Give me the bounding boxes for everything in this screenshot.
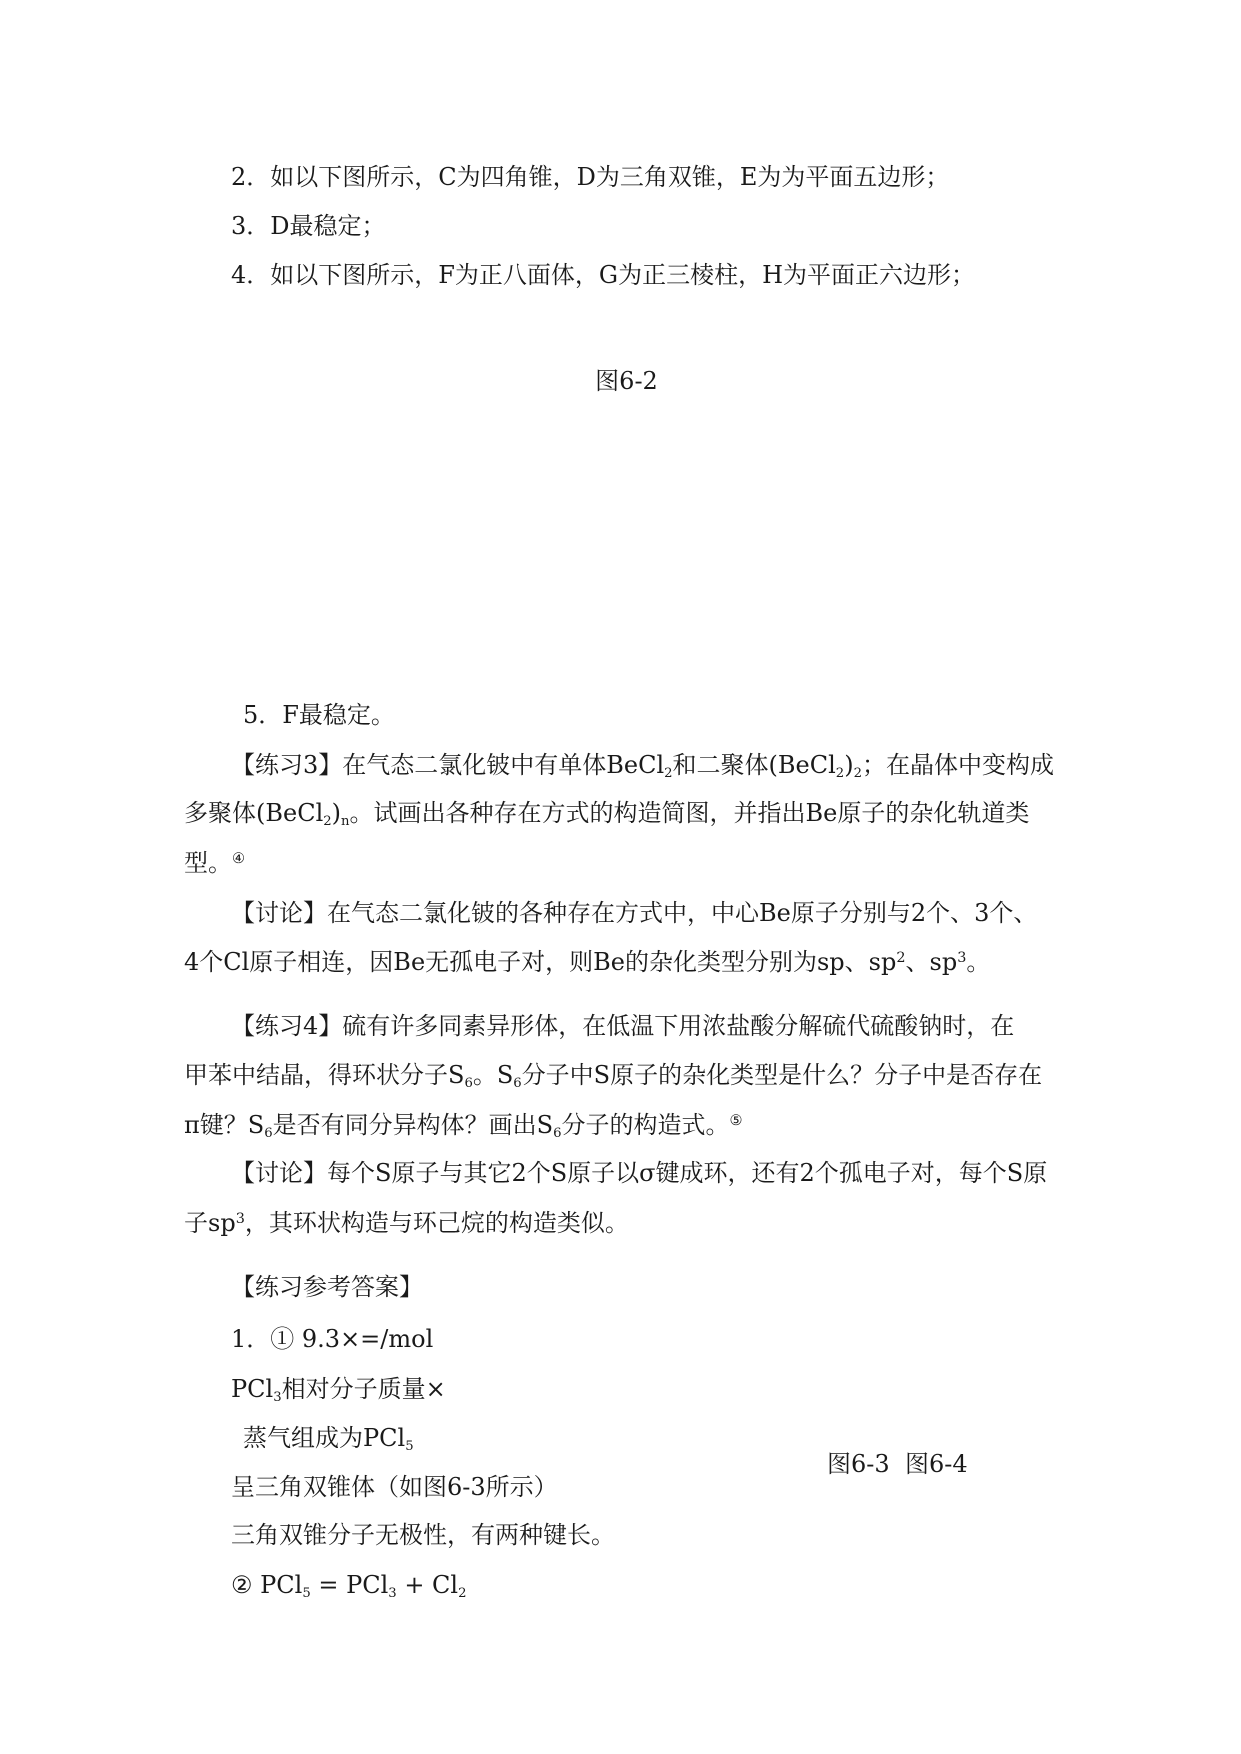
exercise-4-discussion-line <box>184 1208 629 1238</box>
answer-item-4: 4．如以下图所示，F为正八面体，G为正三棱柱，H为平面正六边形； <box>231 261 976 289</box>
text-run: 分子的构造式。 <box>561 1111 730 1139</box>
subscript: 5 <box>302 1585 311 1601</box>
reference-answer-line: 1．① 9.3×=/mol <box>231 1325 434 1353</box>
text-run: 【练习3】在气态二氯化铍中有单体BeCl <box>231 751 665 779</box>
subscript: 3 <box>273 1389 282 1405</box>
exercise-4-discussion-line: 【讨论】每个S原子与其它2个S原子以σ键成环，还有2个孤电子对，每个S原 <box>231 1159 1048 1187</box>
exercise-3-question-line <box>184 798 1029 828</box>
text-run: 子sp <box>184 1209 236 1237</box>
subscript: 2 <box>323 813 332 829</box>
subscript: 5 <box>405 1438 414 1454</box>
text-run: 。S <box>472 1061 514 1089</box>
subscript: n <box>341 813 350 829</box>
text-run: ② PCl <box>231 1571 303 1599</box>
reference-answer-line <box>231 1570 466 1600</box>
text-run: 和二聚体(BeCl <box>672 751 836 779</box>
subscript: 6 <box>464 1075 473 1091</box>
superscript: 3 <box>235 1211 245 1228</box>
text-run: 蒸气组成为PCl <box>243 1424 406 1452</box>
answer-item-5: 5．F最稳定。 <box>243 701 395 729</box>
exercise-4-question-line: 【练习4】硫有许多同素异形体，在低温下用浓盐酸分解硫代硫酸钠时，在 <box>231 1012 1015 1040</box>
text-run: PCl <box>231 1375 274 1403</box>
text-run: + Cl <box>396 1571 459 1599</box>
text-run: ) <box>844 751 854 779</box>
text-run: ) <box>331 799 342 827</box>
figure-caption-6-4: 图6-4 <box>905 1450 968 1478</box>
superscript: 3 <box>957 950 967 967</box>
text-run: 4个Cl原子相连，因Be无孤电子对，则Be的杂化类型分别为sp、sp <box>184 948 897 976</box>
text-run: π键？S <box>184 1111 265 1139</box>
text-run: 多聚体(BeCl <box>184 799 324 827</box>
exercise-3-question-line <box>231 750 1054 780</box>
superscript: ④ <box>232 851 245 868</box>
figure-caption-6-2: 图6-2 <box>595 367 658 395</box>
text-run: ；在晶体中变构成 <box>861 751 1054 779</box>
text-run: 分子中S原子的杂化类型是什么？分子中是否存在 <box>521 1061 1043 1089</box>
subscript: 3 <box>388 1585 397 1601</box>
text-run: 相对分子质量× <box>281 1375 446 1403</box>
subscript: 2 <box>458 1585 467 1601</box>
subscript: 6 <box>553 1125 562 1141</box>
text-run: 是否有同分异构体？画出S <box>272 1111 554 1139</box>
reference-answer-line <box>231 1374 446 1404</box>
subscript: 2 <box>835 765 845 781</box>
exercise-3-question-line <box>184 848 245 878</box>
reference-answers-heading: 【练习参考答案】 <box>231 1273 423 1301</box>
exercise-3-discussion-line <box>184 947 990 977</box>
subscript: 6 <box>513 1075 522 1091</box>
text-run: 。试画出各种存在方式的构造简图，并指出Be原子的杂化轨道类 <box>349 799 1030 827</box>
text-run: = PCl <box>310 1571 389 1599</box>
text-run: 甲苯中结晶，得环状分子S <box>184 1061 465 1089</box>
reference-answer-line: 呈三角双锥体（如图6-3所示） <box>231 1473 558 1501</box>
text-run: 、sp <box>905 948 958 976</box>
reference-answer-line: 三角双锥分子无极性，有两种键长。 <box>231 1521 615 1549</box>
answer-item-2: 2．如以下图所示，C为四角锥，D为三角双锥，E为为平面五边形； <box>231 163 950 191</box>
text-run: 型。 <box>184 849 232 877</box>
answer-item-3: 3．D最稳定； <box>231 212 386 240</box>
exercise-4-question-line <box>184 1060 1042 1090</box>
reference-answer-line <box>243 1423 414 1453</box>
text-run: ，其环状构造与环己烷的构造类似。 <box>244 1209 629 1237</box>
text-run: 。 <box>966 948 991 976</box>
figure-caption-6-3: 图6-3 <box>827 1450 890 1478</box>
superscript: 2 <box>896 950 906 967</box>
superscript: ⑤ <box>729 1113 743 1130</box>
exercise-4-question-line <box>184 1110 742 1140</box>
exercise-3-discussion-line: 【讨论】在气态二氯化铍的各种存在方式中，中心Be原子分别与2个、3个、 <box>231 899 1038 927</box>
subscript: 6 <box>264 1125 273 1141</box>
subscript: 2 <box>664 765 673 781</box>
subscript: 2 <box>853 765 862 781</box>
